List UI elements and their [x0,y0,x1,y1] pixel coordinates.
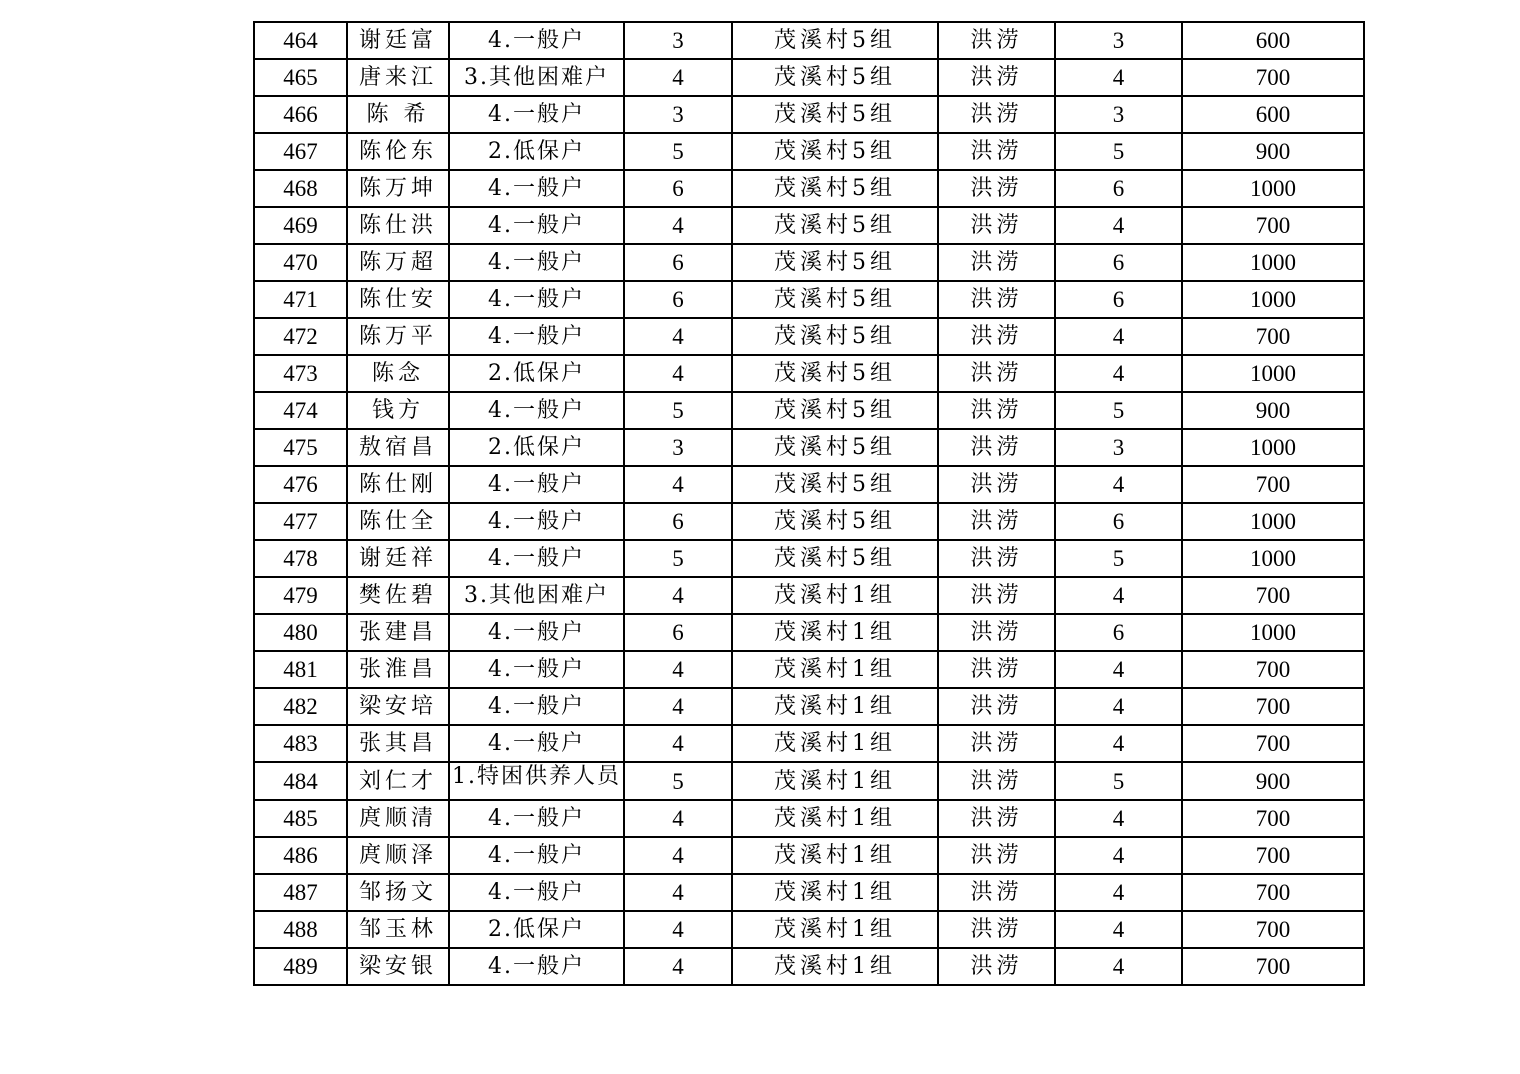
cell-disaster-type: 洪涝 [938,22,1055,59]
table-row [254,725,1364,762]
cell-affected-count: 5 [1055,540,1182,577]
table-row [254,503,1364,540]
cell-address: 茂溪村1组 [732,800,938,837]
cell-disaster-type: 洪涝 [938,948,1055,985]
cell-address: 茂溪村5组 [732,59,938,96]
cell-disaster-type: 洪涝 [938,96,1055,133]
table-row [254,429,1364,466]
cell-disaster-type: 洪涝 [938,392,1055,429]
cell-household-category: 4.一般户 [449,614,624,651]
cell-affected-count: 6 [1055,244,1182,281]
cell-serial-number: 479 [254,577,347,614]
cell-household-size: 5 [624,762,732,800]
cell-household-name: 敖宿昌 [347,429,449,466]
cell-household-category: 3.其他困难户 [449,59,624,96]
cell-address: 茂溪村1组 [732,577,938,614]
cell-address: 茂溪村5组 [732,355,938,392]
cell-disaster-type: 洪涝 [938,281,1055,318]
cell-disaster-type: 洪涝 [938,688,1055,725]
cell-household-name: 庹顺清 [347,800,449,837]
cell-affected-count: 6 [1055,503,1182,540]
cell-serial-number: 482 [254,688,347,725]
cell-household-size: 4 [624,688,732,725]
cell-serial-number: 473 [254,355,347,392]
cell-household-name: 陈仕刚 [347,466,449,503]
cell-household-name: 邹扬文 [347,874,449,911]
table-row [254,651,1364,688]
table-row [254,540,1364,577]
cell-household-name: 邹玉林 [347,911,449,948]
cell-serial-number: 470 [254,244,347,281]
cell-relief-amount: 1000 [1182,540,1364,577]
table-row [254,22,1364,59]
cell-serial-number: 469 [254,207,347,244]
table-row [254,577,1364,614]
cell-relief-amount: 1000 [1182,170,1364,207]
cell-household-size: 3 [624,22,732,59]
cell-household-name: 谢廷祥 [347,540,449,577]
cell-household-category: 4.一般户 [449,392,624,429]
cell-serial-number: 480 [254,614,347,651]
cell-household-size: 6 [624,503,732,540]
cell-address: 茂溪村5组 [732,540,938,577]
cell-household-category: 4.一般户 [449,466,624,503]
cell-relief-amount: 700 [1182,59,1364,96]
cell-affected-count: 6 [1055,170,1182,207]
cell-serial-number: 466 [254,96,347,133]
cell-household-category: 4.一般户 [449,96,624,133]
cell-address: 茂溪村1组 [732,725,938,762]
cell-disaster-type: 洪涝 [938,725,1055,762]
cell-relief-amount: 600 [1182,96,1364,133]
cell-relief-amount: 700 [1182,318,1364,355]
cell-relief-amount: 700 [1182,874,1364,911]
cell-household-name: 陈念 [347,355,449,392]
cell-household-category: 4.一般户 [449,318,624,355]
cell-address: 茂溪村5组 [732,503,938,540]
cell-household-category: 4.一般户 [449,281,624,318]
cell-disaster-type: 洪涝 [938,429,1055,466]
cell-relief-amount: 700 [1182,837,1364,874]
table-row [254,244,1364,281]
cell-household-size: 4 [624,577,732,614]
table-row [254,392,1364,429]
cell-disaster-type: 洪涝 [938,540,1055,577]
cell-relief-amount: 1000 [1182,614,1364,651]
cell-address: 茂溪村1组 [732,948,938,985]
cell-address: 茂溪村5组 [732,170,938,207]
table-row [254,874,1364,911]
cell-household-name: 梁安银 [347,948,449,985]
cell-relief-amount: 700 [1182,577,1364,614]
cell-serial-number: 488 [254,911,347,948]
cell-household-category: 4.一般户 [449,651,624,688]
cell-household-size: 3 [624,96,732,133]
cell-relief-amount: 700 [1182,800,1364,837]
cell-household-category: 4.一般户 [449,725,624,762]
cell-affected-count: 5 [1055,392,1182,429]
cell-address: 茂溪村1组 [732,651,938,688]
table-row [254,281,1364,318]
table-row [254,466,1364,503]
cell-relief-amount: 1000 [1182,244,1364,281]
cell-relief-amount: 1000 [1182,281,1364,318]
cell-household-size: 4 [624,725,732,762]
cell-relief-amount: 900 [1182,762,1364,800]
cell-household-name: 梁安培 [347,688,449,725]
cell-serial-number: 481 [254,651,347,688]
cell-household-size: 5 [624,540,732,577]
cell-household-name: 陈 希 [347,96,449,133]
cell-affected-count: 4 [1055,207,1182,244]
table-row [254,911,1364,948]
table-body [254,22,1364,985]
cell-relief-amount: 900 [1182,133,1364,170]
cell-household-category: 2.低保户 [449,911,624,948]
cell-address: 茂溪村5组 [732,22,938,59]
cell-household-category: 4.一般户 [449,503,624,540]
cell-serial-number: 475 [254,429,347,466]
cell-household-size: 4 [624,874,732,911]
cell-affected-count: 5 [1055,133,1182,170]
table-row [254,948,1364,985]
table-row [254,133,1364,170]
table-row [254,837,1364,874]
cell-disaster-type: 洪涝 [938,170,1055,207]
cell-address: 茂溪村5组 [732,244,938,281]
cell-serial-number: 467 [254,133,347,170]
cell-household-name: 张淮昌 [347,651,449,688]
cell-household-name: 樊佐碧 [347,577,449,614]
cell-serial-number: 483 [254,725,347,762]
cell-affected-count: 5 [1055,762,1182,800]
cell-serial-number: 485 [254,800,347,837]
cell-household-name: 钱方 [347,392,449,429]
table-row [254,800,1364,837]
cell-household-name: 陈万超 [347,244,449,281]
cell-relief-amount: 700 [1182,725,1364,762]
cell-disaster-type: 洪涝 [938,837,1055,874]
cell-affected-count: 4 [1055,59,1182,96]
cell-serial-number: 468 [254,170,347,207]
cell-household-category: 4.一般户 [449,244,624,281]
cell-address: 茂溪村5组 [732,392,938,429]
cell-address: 茂溪村5组 [732,207,938,244]
cell-household-name: 刘仁才 [347,762,449,800]
cell-household-name: 张其昌 [347,725,449,762]
cell-household-category: 3.其他困难户 [449,577,624,614]
cell-disaster-type: 洪涝 [938,355,1055,392]
cell-relief-amount: 1000 [1182,503,1364,540]
cell-disaster-type: 洪涝 [938,874,1055,911]
cell-disaster-type: 洪涝 [938,244,1055,281]
cell-affected-count: 6 [1055,281,1182,318]
cell-household-category: 4.一般户 [449,170,624,207]
cell-household-category: 4.一般户 [449,207,624,244]
cell-household-category: 2.低保户 [449,133,624,170]
cell-serial-number: 486 [254,837,347,874]
cell-serial-number: 477 [254,503,347,540]
cell-household-size: 4 [624,207,732,244]
cell-relief-amount: 700 [1182,466,1364,503]
cell-relief-amount: 600 [1182,22,1364,59]
cell-household-category: 4.一般户 [449,948,624,985]
cell-affected-count: 4 [1055,355,1182,392]
cell-disaster-type: 洪涝 [938,466,1055,503]
table-row [254,614,1364,651]
cell-disaster-type: 洪涝 [938,614,1055,651]
table-row [254,762,1364,800]
cell-household-size: 4 [624,59,732,96]
cell-affected-count: 4 [1055,874,1182,911]
cell-household-category: 1.特困供养人员 [449,762,624,800]
cell-address: 茂溪村1组 [732,614,938,651]
cell-address: 茂溪村5组 [732,96,938,133]
cell-disaster-type: 洪涝 [938,651,1055,688]
cell-household-name: 张建昌 [347,614,449,651]
cell-household-category: 4.一般户 [449,800,624,837]
cell-household-size: 6 [624,244,732,281]
cell-household-name: 陈万平 [347,318,449,355]
cell-relief-amount: 700 [1182,651,1364,688]
cell-serial-number: 464 [254,22,347,59]
cell-household-category: 2.低保户 [449,355,624,392]
cell-address: 茂溪村1组 [732,911,938,948]
cell-household-category: 2.低保户 [449,429,624,466]
relief-table [253,21,1365,986]
cell-household-size: 5 [624,133,732,170]
cell-affected-count: 4 [1055,577,1182,614]
cell-affected-count: 3 [1055,429,1182,466]
table-row [254,318,1364,355]
cell-disaster-type: 洪涝 [938,503,1055,540]
cell-household-category: 4.一般户 [449,22,624,59]
cell-disaster-type: 洪涝 [938,207,1055,244]
document-page [253,21,1363,986]
cell-household-size: 4 [624,911,732,948]
table-row [254,688,1364,725]
cell-relief-amount: 700 [1182,207,1364,244]
cell-household-name: 陈仕洪 [347,207,449,244]
table-row [254,207,1364,244]
cell-affected-count: 6 [1055,614,1182,651]
cell-disaster-type: 洪涝 [938,318,1055,355]
cell-address: 茂溪村5组 [732,318,938,355]
cell-household-size: 4 [624,355,732,392]
cell-relief-amount: 700 [1182,911,1364,948]
cell-household-size: 4 [624,651,732,688]
cell-household-size: 6 [624,281,732,318]
table-row [254,355,1364,392]
cell-affected-count: 4 [1055,948,1182,985]
cell-serial-number: 465 [254,59,347,96]
cell-household-name: 陈伦东 [347,133,449,170]
cell-relief-amount: 1000 [1182,429,1364,466]
cell-household-name: 谢廷富 [347,22,449,59]
cell-household-size: 4 [624,466,732,503]
cell-affected-count: 4 [1055,837,1182,874]
cell-disaster-type: 洪涝 [938,59,1055,96]
cell-household-name: 庹顺泽 [347,837,449,874]
cell-household-category: 4.一般户 [449,874,624,911]
cell-address: 茂溪村5组 [732,133,938,170]
table-row [254,96,1364,133]
cell-household-size: 4 [624,837,732,874]
cell-household-name: 陈万坤 [347,170,449,207]
cell-household-size: 4 [624,800,732,837]
cell-relief-amount: 700 [1182,948,1364,985]
cell-affected-count: 4 [1055,911,1182,948]
cell-serial-number: 478 [254,540,347,577]
cell-serial-number: 474 [254,392,347,429]
cell-disaster-type: 洪涝 [938,133,1055,170]
cell-disaster-type: 洪涝 [938,762,1055,800]
cell-relief-amount: 700 [1182,688,1364,725]
cell-address: 茂溪村1组 [732,874,938,911]
cell-household-category: 4.一般户 [449,688,624,725]
cell-relief-amount: 1000 [1182,355,1364,392]
cell-household-size: 6 [624,614,732,651]
cell-household-name: 陈仕安 [347,281,449,318]
cell-household-category: 4.一般户 [449,540,624,577]
cell-household-size: 4 [624,948,732,985]
cell-serial-number: 489 [254,948,347,985]
cell-serial-number: 476 [254,466,347,503]
cell-disaster-type: 洪涝 [938,577,1055,614]
cell-serial-number: 484 [254,762,347,800]
cell-household-size: 5 [624,392,732,429]
cell-household-size: 3 [624,429,732,466]
cell-affected-count: 4 [1055,725,1182,762]
cell-affected-count: 3 [1055,96,1182,133]
cell-relief-amount: 900 [1182,392,1364,429]
cell-address: 茂溪村5组 [732,466,938,503]
cell-household-name: 陈仕全 [347,503,449,540]
cell-disaster-type: 洪涝 [938,911,1055,948]
cell-disaster-type: 洪涝 [938,800,1055,837]
cell-address: 茂溪村5组 [732,429,938,466]
cell-affected-count: 4 [1055,651,1182,688]
cell-affected-count: 4 [1055,466,1182,503]
cell-affected-count: 4 [1055,688,1182,725]
table-row [254,170,1364,207]
cell-serial-number: 472 [254,318,347,355]
cell-serial-number: 471 [254,281,347,318]
cell-household-size: 4 [624,318,732,355]
cell-household-category: 4.一般户 [449,837,624,874]
cell-address: 茂溪村1组 [732,762,938,800]
cell-address: 茂溪村1组 [732,837,938,874]
cell-address: 茂溪村5组 [732,281,938,318]
cell-affected-count: 4 [1055,800,1182,837]
table-row [254,59,1364,96]
cell-affected-count: 3 [1055,22,1182,59]
cell-affected-count: 4 [1055,318,1182,355]
cell-household-size: 6 [624,170,732,207]
cell-household-name: 唐来江 [347,59,449,96]
cell-address: 茂溪村1组 [732,688,938,725]
cell-serial-number: 487 [254,874,347,911]
